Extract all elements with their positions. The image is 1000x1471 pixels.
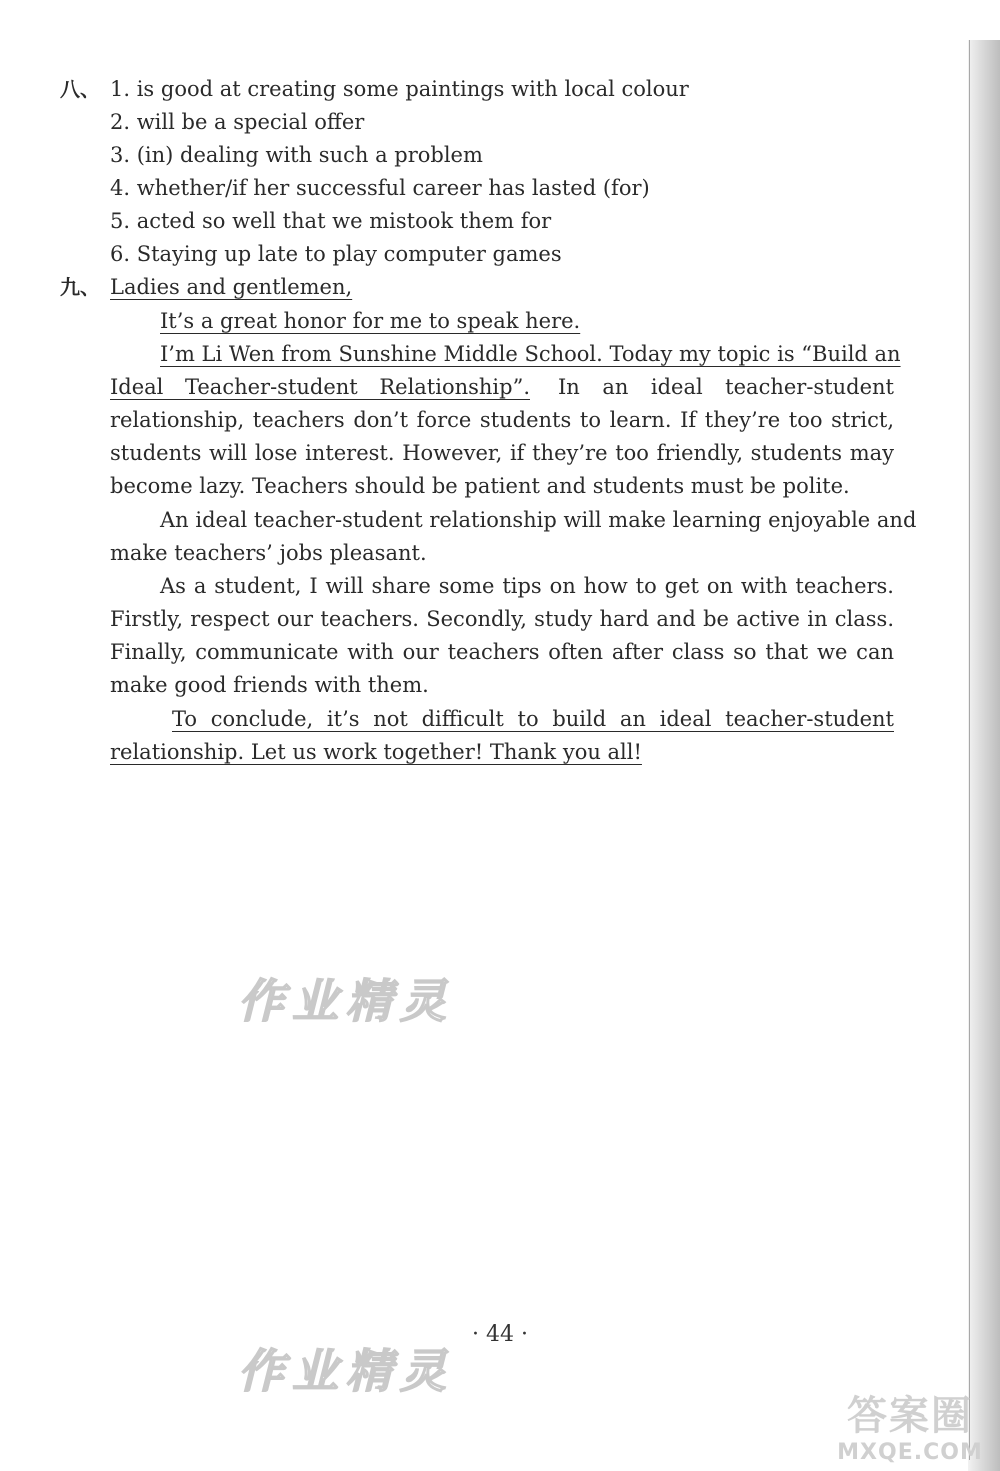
watermark-upper: 作业精灵 [238,974,454,1028]
site-logo-domain: MXQE.COM [837,1440,983,1465]
essay-para2-line-1: An ideal teacher-student relationship will make learning enjoyable and [160,508,917,532]
essay-line-6: students will lose interest. However, if they’re too friendly, students may [110,441,894,465]
essay-para3-line-2: Firstly, respect our teachers. Secondly, study hard and be active in class. [110,607,894,631]
essay-greeting: Ladies and gentlemen, [110,275,353,299]
essay-opening: It’s a great honor for me to speak here. [160,309,581,333]
section-8-item-3: 3. (in) dealing with such a problem [110,143,483,167]
essay-para3-line-1: As a student, I will share some tips on how to get on with teachers. [160,574,894,598]
essay-conclusion-line-1: To conclude, it’s not difficult to build an ideal teacher-student [172,707,894,731]
essay-topic-line: I’m Li Wen from Sunshine Middle School. Today my topic is “Build an [160,342,901,366]
essay-para2-line-2: make teachers’ jobs pleasant. [110,541,427,565]
page-edge-line [969,40,970,1460]
essay-topic-title: Ideal Teacher-student Relationship”. [110,375,530,399]
section-8-item-1: 1. is good at creating some paintings with local colour [110,77,689,101]
section-9-label: 九、 [60,275,100,299]
section-8-item-5: 5. acted so well that we mistook them for [110,209,552,233]
site-logo [825,1392,995,1470]
essay-line-7: become lazy. Teachers should be patient and students must be polite. [110,474,850,498]
section-8-label: 八、 [60,77,100,101]
site-logo-chinese: 答案圈 [847,1393,973,1439]
section-8-item-2: 2. will be a special offer [110,110,365,134]
page-edge-shadow [968,40,1000,1471]
essay-line-5: relationship, teachers don’t force students to learn. If they’re too strict, [110,408,894,432]
essay-para3-line-3: Finally, communicate with our teachers often after class so that we can [110,640,894,664]
essay-conclusion-line-2: relationship. Let us work together! Thank you all! [110,740,642,764]
watermark-lower: 作业精灵 [238,1344,454,1398]
essay-line-4-rest: In an ideal teacher-student [558,375,894,399]
section-8-item-4: 4. whether/if her successful career has lasted (for) [110,176,650,200]
essay-para3-line-4: make good friends with them. [110,673,429,697]
page-number: · 44 · [472,1322,528,1347]
section-8-item-6: 6. Staying up late to play computer games [110,242,562,266]
